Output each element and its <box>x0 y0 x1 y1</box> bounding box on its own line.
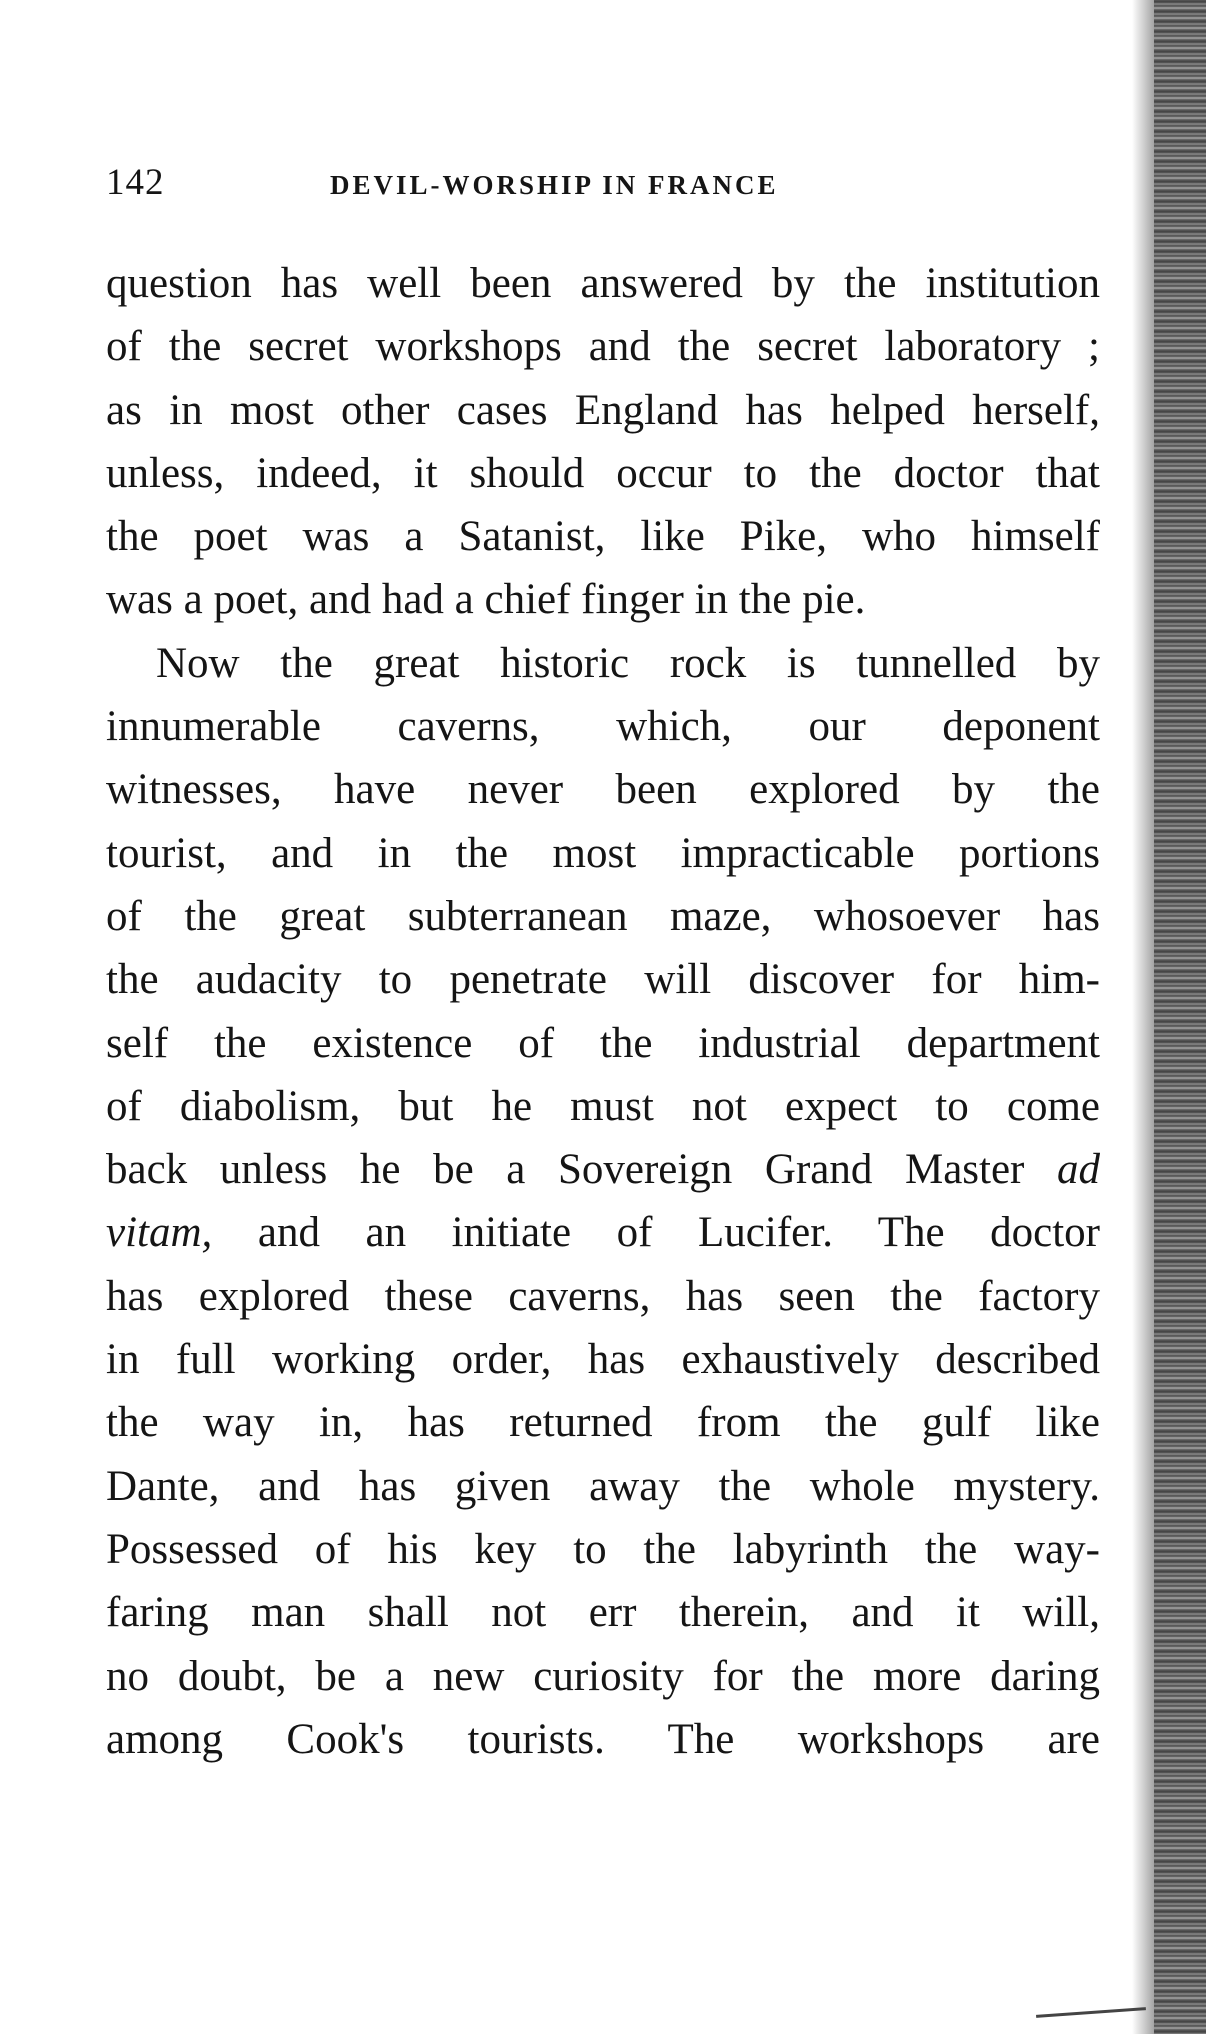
text-line: no doubt, be a new curiosity for the more daring <box>106 1652 1100 1700</box>
text-line: witnesses, have never been explored by the <box>106 766 1100 814</box>
text-line-roman: and an initiate of Lucifer. The doctor <box>257 1209 1100 1257</box>
text-line: in full working order, has exhaustively described <box>106 1336 1100 1384</box>
italic-phrase: vitam, <box>106 1209 213 1257</box>
text-line: of the great subterranean maze, whosoever has <box>106 892 1100 940</box>
text-line: the way in, has returned from the gulf like <box>106 1399 1100 1447</box>
text-line: tourist, and in the most impracticable portions <box>106 829 1100 877</box>
text-line: the audacity to penetrate will discover for him- <box>106 956 1100 1004</box>
text-line: has explored these caverns, has seen the factory <box>106 1272 1100 1320</box>
text-line: of the secret workshops and the secret laboratory ; <box>106 323 1100 371</box>
page-edge-shadow <box>1154 0 1206 2034</box>
text-line: Dante, and has given away the whole mystery. <box>106 1462 1100 1510</box>
page-edge-fade <box>1132 0 1154 2034</box>
text-line: among Cook's tourists. The workshops are <box>106 1715 1100 1763</box>
text-line: was a poet, and had a chief finger in the pie. <box>106 576 866 624</box>
scan-mark <box>1036 2007 1146 2018</box>
body-text <box>106 252 1100 1771</box>
page-header <box>106 158 1096 208</box>
text-line: of diabolism, but he must not expect to come <box>106 1082 1100 1130</box>
text-line: question has well been answered by the institution <box>106 260 1100 307</box>
running-head: DEVIL-WORSHIP IN FRANCE <box>330 170 779 200</box>
text-line: the poet was a Satanist, like Pike, who himself <box>106 513 1100 561</box>
text-line <box>106 1201 1100 1264</box>
page-number: 142 <box>106 162 165 203</box>
text-line: self the existence of the industrial department <box>106 1019 1100 1067</box>
text-line: unless, indeed, it should occur to the doctor that <box>106 449 1100 497</box>
text-line: Now the great historic rock is tunnelled by <box>156 639 1100 687</box>
text-line: faring man shall not err therein, and it will, <box>106 1589 1100 1637</box>
text-line-roman: back unless he be a Sovereign Grand Master <box>106 1146 1025 1194</box>
text-line: Possessed of his key to the labyrinth the way- <box>106 1525 1100 1573</box>
text-line <box>106 1138 1100 1201</box>
italic-phrase: ad <box>1057 1146 1100 1194</box>
text-line: innumerable caverns, which, our deponent <box>106 703 1100 751</box>
text-line: as in most other cases England has helped herself, <box>106 386 1100 434</box>
